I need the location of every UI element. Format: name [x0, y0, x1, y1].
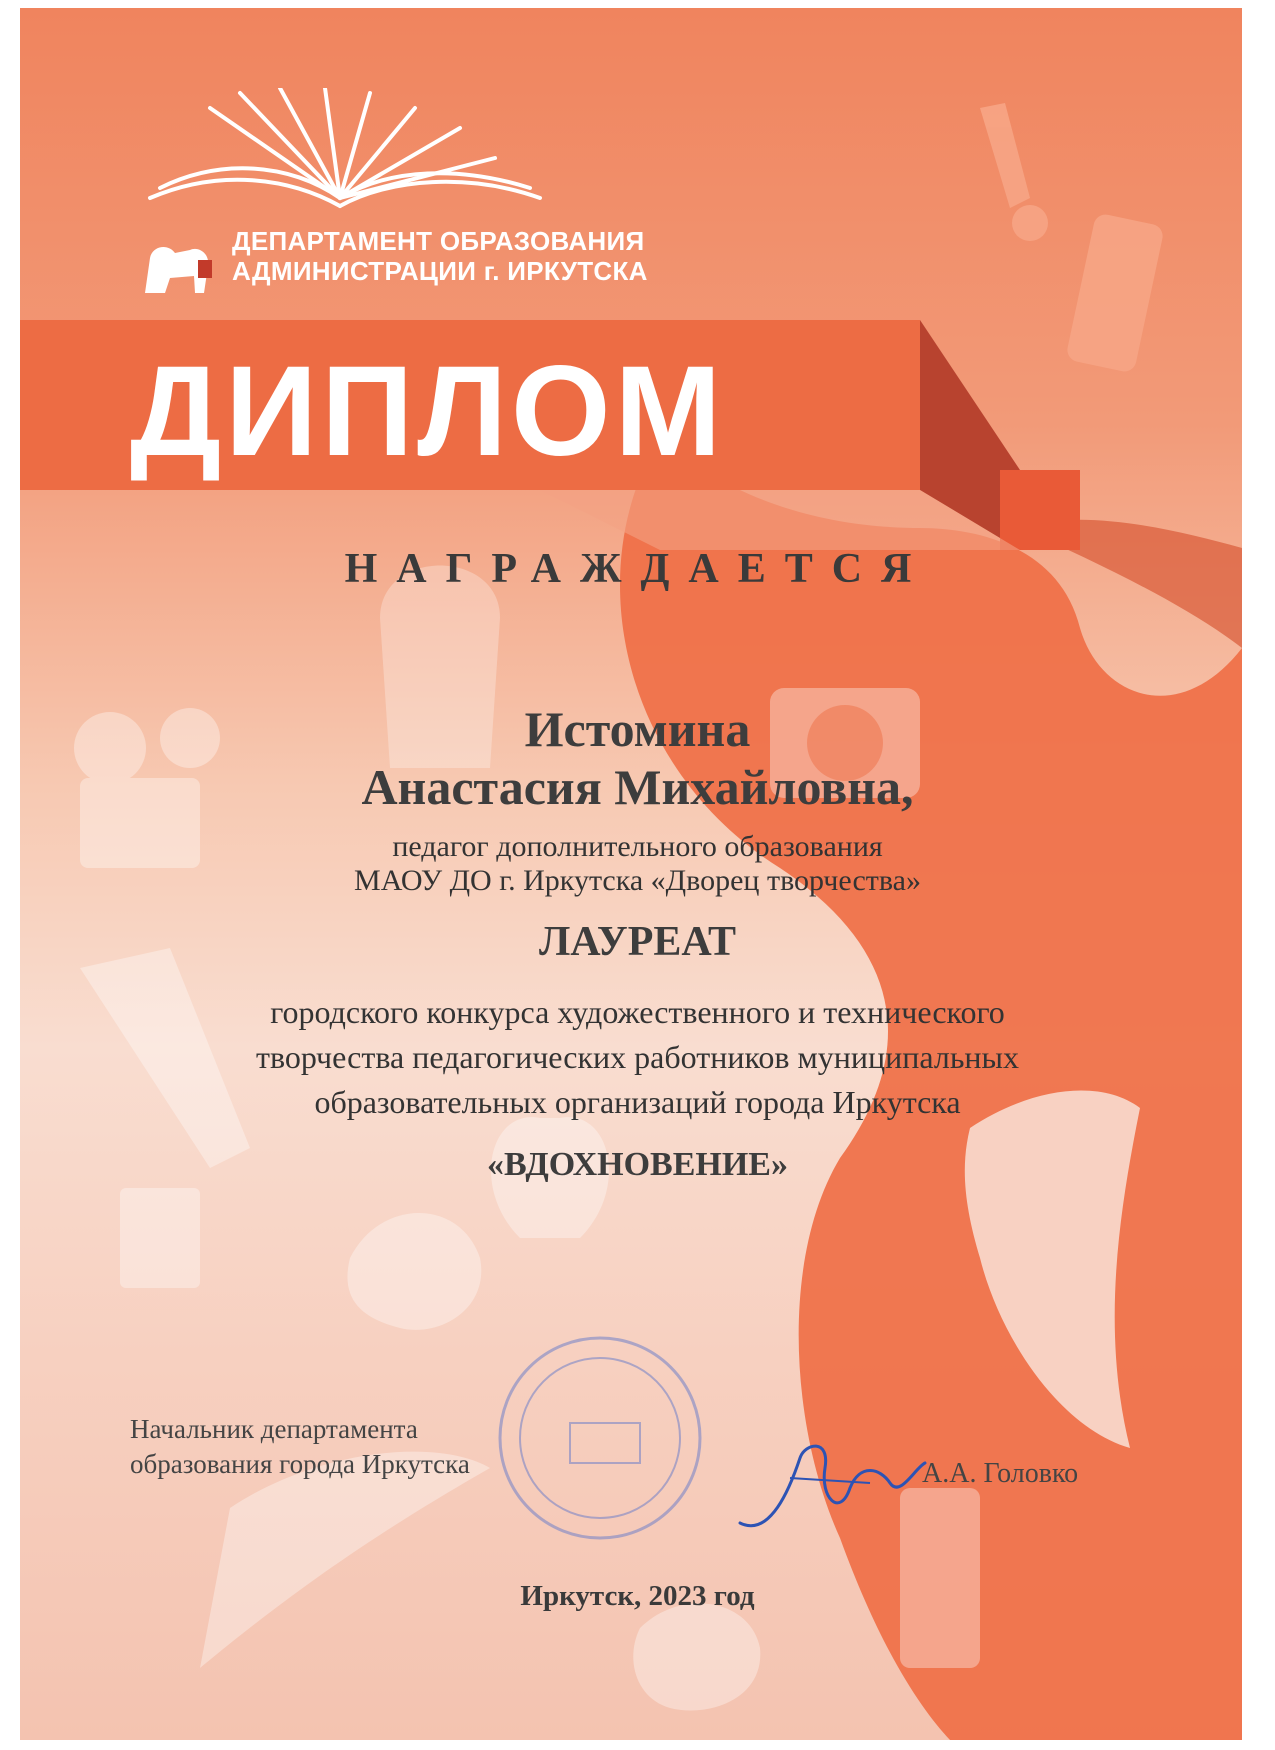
department-logo: [140, 88, 648, 298]
babr-emblem-icon: [140, 238, 220, 298]
recipient-organization: МАОУ ДО г. Иркутска «Дворец творчества»: [354, 864, 921, 897]
department-line1: ДЕПАРТАМЕНТ ОБРАЗОВАНИЯ: [232, 226, 645, 256]
contest-name: «ВДОХНОВЕНИЕ»: [487, 1146, 788, 1183]
handwritten-signature: [730, 1428, 930, 1548]
recipient-surname: Истомина: [524, 701, 751, 757]
award-rank: ЛАУРЕАТ: [538, 919, 737, 965]
award-heading: НАГРАЖДАЕТСЯ: [344, 546, 931, 592]
recipient-position: педагог дополнительного образования: [392, 830, 883, 863]
competition-line-2: творчества педагогических работников муниципальных: [255, 1039, 1020, 1075]
place-and-year: Иркутск, 2023 год: [520, 1580, 755, 1612]
department-line2: АДМИНИСТРАЦИИ г. ИРКУТСКА: [232, 256, 648, 286]
signatory-title-line2: образования города Иркутска: [130, 1449, 470, 1479]
signatory-title-line1: Начальник департамента: [130, 1414, 418, 1444]
official-stamp: [490, 1328, 710, 1548]
title-banner: [20, 320, 1242, 550]
recipient-given-names: Анастасия Михайловна,: [361, 759, 914, 815]
signatory-title: [130, 1412, 470, 1482]
competition-line-1: городского конкурса художественного и технического: [270, 994, 1005, 1030]
open-book-icon: [140, 88, 640, 218]
diploma-title: ДИПЛОМ: [130, 340, 726, 483]
competition-line-3: образовательных организаций города Иркутска: [314, 1084, 961, 1120]
signatory-name: А.А. Головко: [922, 1458, 1079, 1489]
department-name: [232, 226, 648, 286]
